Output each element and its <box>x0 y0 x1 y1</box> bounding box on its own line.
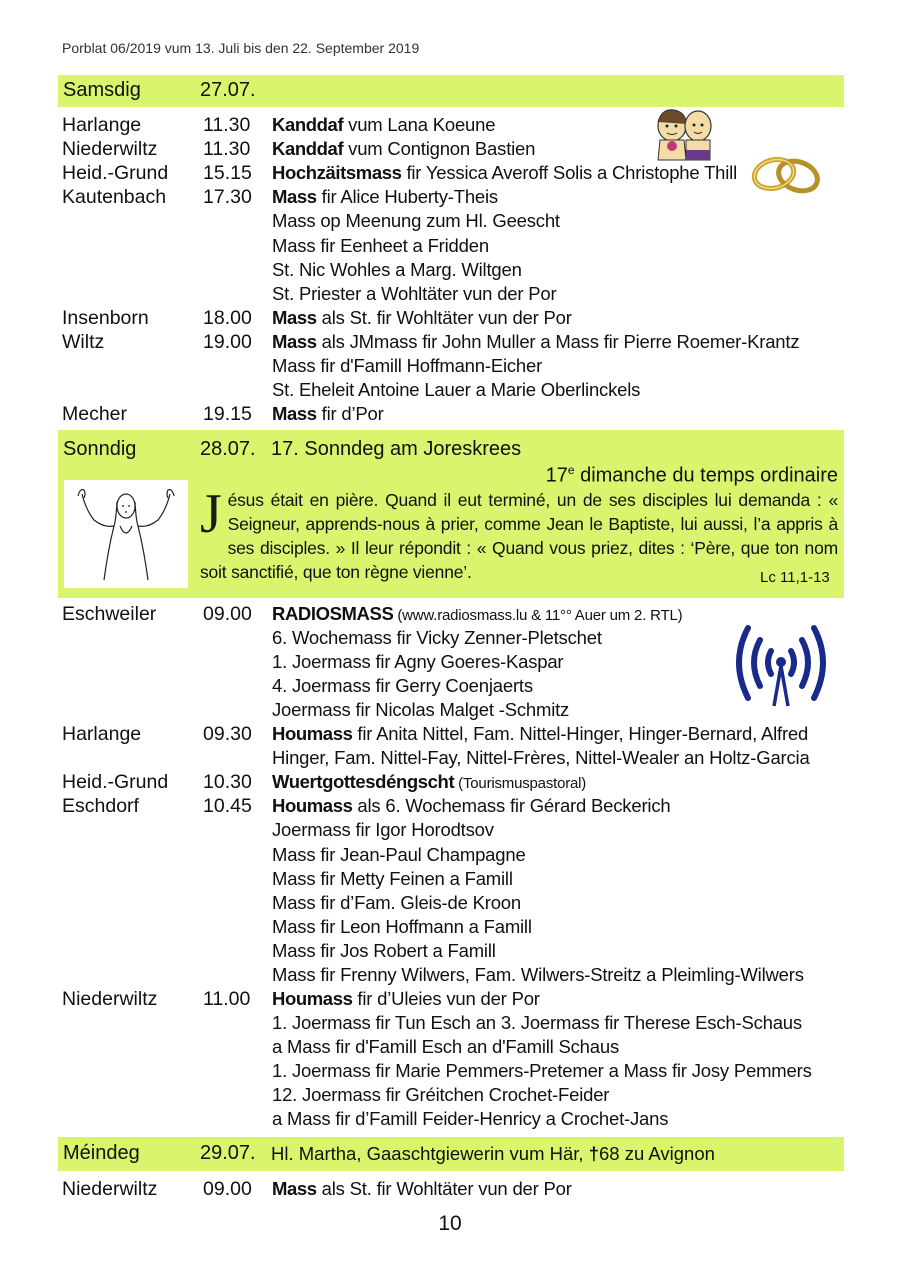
schedule-row <box>62 602 842 626</box>
mass-intention: Mass fir d'Famill Hoffmann-Eicher <box>272 355 543 376</box>
mass-time: 19.15 <box>203 403 252 426</box>
schedule-row <box>62 891 842 915</box>
place-name: Wiltz <box>62 330 105 353</box>
mass-description <box>272 209 560 233</box>
place-name: Eschdorf <box>62 795 139 818</box>
cross-symbol: † <box>588 1143 599 1164</box>
schedule-row <box>62 722 842 746</box>
place-name: Harlange <box>62 723 142 746</box>
schedule-row <box>62 209 842 233</box>
schedule-row <box>62 258 842 282</box>
mass-note: (Tourismuspastoral) <box>454 775 587 793</box>
schedule-row <box>62 113 842 137</box>
mass-type: Hochzäitsmass <box>272 162 402 184</box>
day-name: Sonndig <box>63 438 137 460</box>
schedule-row <box>62 330 842 354</box>
mass-intention: fir d’Uleies vun der Por <box>352 987 540 1009</box>
mass-intention: fir Yessica Averoff Solis a Christophe Thill <box>401 162 737 184</box>
day-band-samsdig <box>58 75 844 107</box>
schedule-row <box>62 698 842 722</box>
mass-time: 17.30 <box>203 186 252 209</box>
day-date: 29.07. <box>200 1142 256 1164</box>
monday-title-end: 68 zu Avignon <box>599 1143 715 1164</box>
mass-intention: fir Alice Huberty-Theis <box>316 186 498 208</box>
praying-jesus-drawing <box>64 480 188 588</box>
monday-title-text: Hl. Martha, Gaaschtgiewerin vum Här, <box>271 1143 589 1164</box>
jesus-image-box <box>64 480 188 588</box>
mass-intention: Mass fir Eenheet a Fridden <box>272 234 489 256</box>
mass-intention: 1. Joermass fir Tun Esch an 3. Joermass fir Therese Esch-Schaus <box>272 1011 802 1033</box>
schedule-row <box>62 282 842 306</box>
mass-type: Kanddaf <box>272 138 344 160</box>
day-date: 27.07. <box>200 79 256 101</box>
sunday-title: 17. Sonndeg am Joreskrees <box>271 438 522 460</box>
mass-description <box>272 1107 668 1131</box>
schedule-row <box>62 402 842 426</box>
schedule-row <box>62 915 842 939</box>
place-name: Kautenbach <box>62 186 167 209</box>
schedule-row <box>62 306 842 330</box>
schedule-row <box>62 794 842 818</box>
mass-intention: St. Eheleit Antoine Lauer a Marie Oberlinckels <box>272 379 641 401</box>
schedule-row <box>62 378 842 402</box>
mass-intention: Mass fir Jos Robert a Famill <box>272 939 496 961</box>
schedule-row <box>62 987 842 1011</box>
schedule-row <box>62 1083 842 1107</box>
schedule-row <box>62 963 842 987</box>
mass-intention: 6. Wochemass fir Vicky Zenner-Pletschet <box>272 627 602 649</box>
place-name: Heid.-Grund <box>62 771 169 794</box>
schedule-row <box>62 1035 842 1059</box>
mass-intention: St. Nic Wohles a Marg. Wiltgen <box>272 258 522 280</box>
mass-time: 10.45 <box>203 795 252 818</box>
mass-description <box>272 891 521 915</box>
mass-intention: 4. Joermass fir Gerry Coenjaerts <box>272 675 533 697</box>
subtitle-sup: e <box>567 463 575 477</box>
quote-text: ésus était en pière. Quand il eut terminé, un de ses disciples lui demanda : « Seigneur, apprends-nous à prier, comme Jean le Baptiste, lui aussi, l’a appris à ses disciples. » Il leur répondit : « Quand vous priez, dites : ‘Père, que ton nom soit sanctifié, que ton règne vienne’. <box>200 490 838 582</box>
mass-intention: St. Priester a Wohltäter vun der Por <box>272 282 557 304</box>
gospel-quote <box>200 483 838 584</box>
schedule-row <box>62 1107 842 1131</box>
mass-intention: Joermass fir Igor Horodtsov <box>272 819 494 841</box>
mass-time: 09.00 <box>203 1178 252 1200</box>
mass-description <box>272 306 572 330</box>
mass-intention: 1. Joermass fir Marie Pemmers-Pretemer a Mass fir Josy Pemmers <box>272 1059 812 1081</box>
monday-title <box>271 1143 715 1165</box>
mass-description <box>272 1177 572 1201</box>
mass-description <box>272 282 556 306</box>
mass-time: 11.30 <box>203 138 251 161</box>
schedule-row <box>62 939 842 963</box>
place-name: Insenborn <box>62 306 149 329</box>
mass-intention: 12. Joermass fir Gréitchen Crochet-Feider <box>272 1084 610 1105</box>
quote-reference: Lc 11,1-13 <box>760 569 830 586</box>
mass-description <box>272 626 602 650</box>
mass-intention: Mass fir Metty Feinen a Famill <box>272 867 513 889</box>
place-name: Eschweiler <box>62 603 157 625</box>
schedule-row <box>62 818 842 842</box>
mass-description <box>272 402 384 426</box>
mass-description <box>272 1035 619 1059</box>
mass-type: Mass <box>272 1178 317 1199</box>
day-name: Samsdig <box>63 79 141 101</box>
mass-description <box>272 746 810 770</box>
mass-time: 19.00 <box>203 330 252 353</box>
mass-type: Mass <box>272 330 317 352</box>
mass-description <box>272 843 526 867</box>
mass-type: Houmass <box>272 723 353 745</box>
mass-description <box>272 330 799 354</box>
mass-description <box>272 963 804 987</box>
schedule-row <box>62 1011 842 1035</box>
mass-description <box>272 378 640 402</box>
mass-description <box>272 1083 609 1107</box>
schedule-row <box>62 650 842 674</box>
page-header: Porblat 06/2019 vum 13. Juli bis den 22. September 2019 <box>62 40 420 56</box>
place-name: Niederwiltz <box>62 987 158 1010</box>
mass-description <box>272 1059 812 1083</box>
mass-description <box>272 770 586 796</box>
place-name: Mecher <box>62 403 128 426</box>
schedule-row <box>62 867 842 891</box>
mass-type: Mass <box>272 306 317 328</box>
mass-type: Mass <box>272 186 317 208</box>
mass-intention: a Mass fir d’Famill Feider-Henricy a Crochet-Jans <box>272 1108 669 1130</box>
schedule-row <box>62 1059 842 1083</box>
mass-intention: a Mass fir d'Famill Esch an d'Famill Schaus <box>272 1035 619 1057</box>
mass-note: (www.radiosmass.lu & 11°° Auer um 2. RTL) <box>393 607 683 624</box>
mass-intention: Joermass fir Nicolas Malget -Schmitz <box>272 699 570 721</box>
mass-time: 10.30 <box>203 771 252 794</box>
subtitle-number: 17 <box>545 464 568 487</box>
mass-time: 11.30 <box>203 114 251 136</box>
schedule-row <box>62 234 842 258</box>
mass-intention: vum Lana Koeune <box>343 114 496 135</box>
day-band-meindeg <box>58 1137 844 1171</box>
mass-intention: Mass fir Leon Hoffmann a Famill <box>272 915 532 937</box>
mass-description <box>272 258 522 282</box>
children-couple-icon <box>652 104 718 162</box>
mass-description <box>272 1011 802 1035</box>
schedule-row <box>62 770 842 794</box>
mass-description <box>272 137 535 161</box>
place-name: Niederwiltz <box>62 1178 158 1200</box>
radio-signal-icon <box>728 618 834 710</box>
schedule-row <box>62 843 842 867</box>
mass-time: 18.00 <box>203 306 252 329</box>
mass-description <box>272 987 540 1011</box>
mass-time: 09.30 <box>203 723 252 746</box>
mass-time: 09.00 <box>203 603 252 625</box>
mass-description <box>272 234 489 258</box>
mass-description <box>272 161 737 185</box>
mass-intention: fir d’Por <box>316 403 384 425</box>
mass-intention: fir Anita Nittel, Fam. Nittel-Hinger, Hinger-Bernard, Alfred <box>352 723 809 745</box>
sunday-subtitle <box>546 463 838 488</box>
mass-description <box>272 915 532 939</box>
mass-intention: als St. fir Wohltäter vun der Por <box>316 306 572 328</box>
schedule-row <box>62 1177 842 1201</box>
mass-description <box>272 602 682 628</box>
day-name: Méindeg <box>63 1142 140 1164</box>
mass-intention: als 6. Wochemass fir Gérard Beckerich <box>352 795 671 817</box>
mass-description <box>272 794 670 818</box>
mass-description <box>272 113 495 137</box>
mass-type: Kanddaf <box>272 114 344 135</box>
mass-intention: Mass fir Jean-Paul Champagne <box>272 843 526 865</box>
schedule-row <box>62 626 842 650</box>
mass-type: Mass <box>272 403 317 425</box>
mass-intention: als St. fir Wohltäter vun der Por <box>316 1178 572 1199</box>
mass-description <box>272 698 569 722</box>
mass-description <box>272 939 496 963</box>
schedule-row <box>62 354 842 378</box>
dropcap: J <box>200 483 222 545</box>
mass-intention: Hinger, Fam. Nittel-Fay, Nittel-Frères, Nittel-Wealer an Holtz-Garcia <box>272 747 810 769</box>
mass-description <box>272 354 542 378</box>
schedule-row <box>62 161 842 185</box>
mass-type: Wuertgottesdéngscht <box>272 771 455 793</box>
schedule-row <box>62 185 842 209</box>
mass-description <box>272 650 563 674</box>
day-date: 28.07. <box>200 438 256 460</box>
schedule-row <box>62 674 842 698</box>
mass-type: Houmass <box>272 987 353 1009</box>
mass-intention: als JMmass fir John Muller a Mass fir Pierre Roemer-Krantz <box>316 330 800 352</box>
wedding-rings-icon <box>748 148 826 196</box>
page-number: 10 <box>438 1212 462 1235</box>
mass-intention: Mass fir d’Fam. Gleis-de Kroon <box>272 891 521 913</box>
mass-intention: vum Contignon Bastien <box>343 138 536 160</box>
mass-description <box>272 722 808 746</box>
schedule-row <box>62 137 842 161</box>
mass-type: RADIOSMASS <box>272 603 394 624</box>
mass-description <box>272 867 513 891</box>
subtitle-text: dimanche du temps ordinaire <box>574 464 838 487</box>
mass-time: 11.00 <box>203 987 251 1010</box>
mass-intention: Mass fir Frenny Wilwers, Fam. Wilwers-Streitz a Pleimling-Wilwers <box>272 963 804 985</box>
mass-description <box>272 818 494 842</box>
place-name: Niederwiltz <box>62 138 158 161</box>
mass-description <box>272 185 498 209</box>
mass-intention: 1. Joermass fir Agny Goeres-Kaspar <box>272 651 564 673</box>
mass-type: Houmass <box>272 795 353 817</box>
mass-intention: Mass op Meenung zum Hl. Geescht <box>272 210 560 232</box>
place-name: Heid.-Grund <box>62 162 169 185</box>
mass-description <box>272 674 533 698</box>
schedule-row <box>62 746 842 770</box>
mass-time: 15.15 <box>203 162 252 185</box>
place-name: Harlange <box>62 114 142 136</box>
